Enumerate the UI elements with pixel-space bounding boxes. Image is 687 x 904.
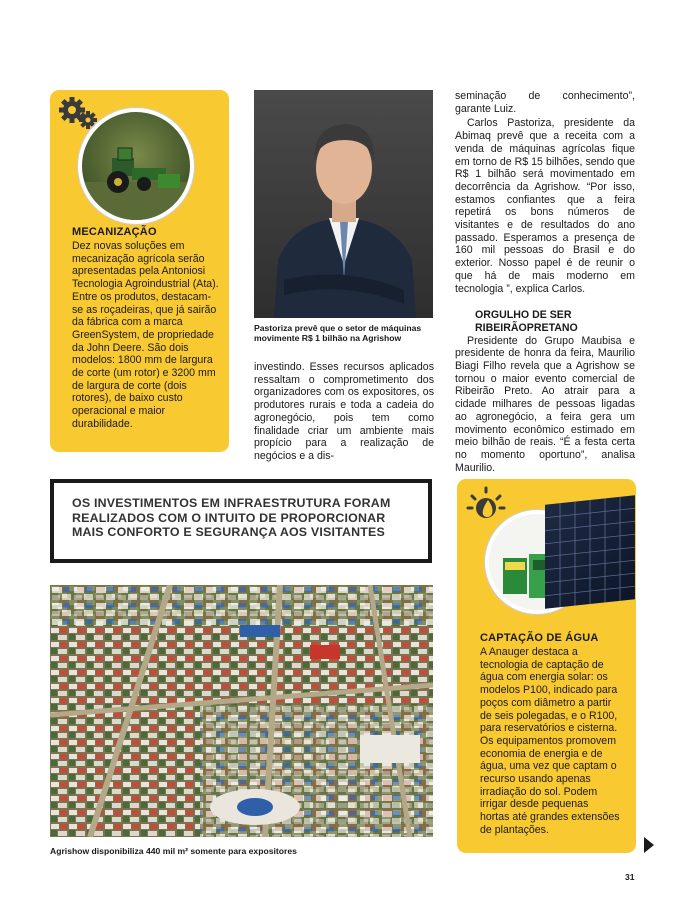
right-paragraph-2: Carlos Pastoriza, presidente da Abimaq prevê que a receita com a venda de máquinas agrícolas fique em torno de R$ 15 bilhões, sendo que R$ 1 bilhão será movimentado em decorrência da Agrishow. “Por isso, estamos confiantes que a feira repetirá os bons números de visitantes e de resultados do ano passado. Esperamos a presença de 160 mil pessoas do Brasil e do exterior. Nosso papel é de reunir o que há de mais moderno em tecnologia ”, explica Carlos. <box>455 117 635 295</box>
middle-column-text: investindo. Esses recursos aplicados ressaltam o comprometimento dos organizadores com os expositores, os produtores rurais e toda a cadeia do agronegócio, pois tem como finalidade criar um ambiente mais propício para a realização de negócios e a dis- <box>254 361 434 462</box>
triangle-right-icon[interactable] <box>644 837 654 853</box>
photo-caption: Pastoriza prevê que o setor de máquinas movimente R$ 1 bilhão na Agrishow <box>254 323 422 343</box>
pull-quote-text: OS INVESTIMENTOS EM INFRAESTRUTURA FORAM REALIZADOS COM O INTUITO DE PROPORCIONAR MAIS CONFORTO E SEGURANÇA AOS VISITANTES <box>72 496 391 539</box>
pastoriza-photo <box>254 90 433 318</box>
right-paragraph-3: Presidente do Grupo Maubisa e presidente de honra da feira, Maurilio Biagi Filho revela que a Agrishow se tornou o maior evento comercial de Ribeirão Preto. Ao atrair para a cidade milhares de pessoas ligadas ao agronegócio, a feira gera um movimento econômico estimado em meio bilhão de reais. “É a festa certa no momento oportuno”, analisa Maurilio. <box>455 334 635 474</box>
mecanizacao-title: MECANIZAÇÃO <box>72 226 157 238</box>
aerial-caption: Agrishow disponibiliza 440 mil m² somente para expositores <box>50 846 297 856</box>
solar-panel <box>545 495 635 608</box>
tractor-photo <box>78 108 194 224</box>
right-paragraph-1: seminação de conhecimento”, garante Luiz. <box>455 90 635 115</box>
page-number: 31 <box>625 872 635 882</box>
right-subtitle: ORGULHO DE SER RIBEIRÃOPRETANO <box>475 309 578 334</box>
right-column <box>455 90 635 474</box>
sun-water-icon <box>466 486 506 522</box>
captacao-text: A Anauger destaca a tecnologia de captação de água com energia solar: os modelos P100, indicado para poços com diâmetro a partir de seis polegadas, e o R100, para reservatórios e cisterna. Os equipamentos promovem economia de energia e de água, uma vez que captam o recurso usando apenas irradiação do sol. Podem irrigar desde pequenas hortas até grandes extensões de plantações. <box>480 646 620 836</box>
aerial-photo <box>50 585 433 837</box>
captacao-title: CAPTAÇÃO DE ÁGUA <box>480 632 599 644</box>
mecanizacao-text: Dez novas soluções em mecanização agrícola serão apresentadas pela Antoniosi Tecnologia Agroindustrial (Ata). Entre os produtos, destacam-se as roçadeiras, que já sairão da fábrica com a marca GreenSystem, de propriedade da John Deere. São dois modelos: 1800 mm de largura de corte (um rotor) e 3200 mm de largura de corte (dois rotores), de baixo custo operacional e maior durabilidade. <box>72 240 219 430</box>
